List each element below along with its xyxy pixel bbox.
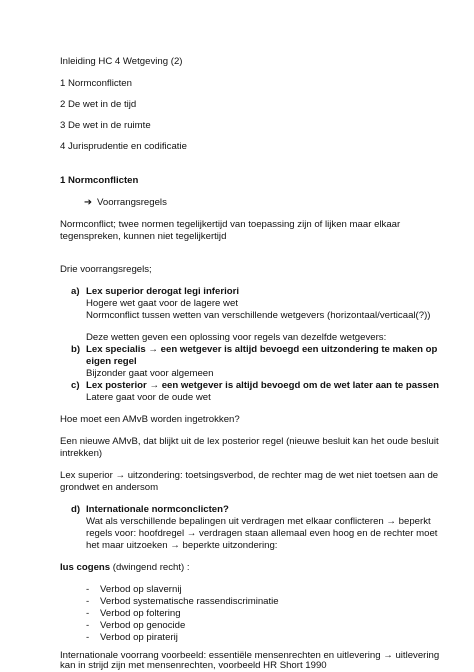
rule-d-line-2: regels voor: hoofdregel → verdragen staan allemaal even hoog en de rechter moet (86, 528, 438, 539)
paragraph-2-line-1: Lex superior → uitzondering: toetsingsverbod, de rechter mag de wet niet toetsen aan de (60, 470, 439, 481)
rule-b-title-1: Lex specialis → een wetgever is altijd bevoegd een uitzondering te maken op (86, 344, 438, 355)
arrow-icon: ➔ (84, 197, 93, 208)
document-title: Inleiding HC 4 Wetgeving (2) (60, 56, 183, 67)
list-marker-a: a) (71, 286, 80, 297)
definition-line-2: tegenspreken, kunnen niet tegelijkertijd (60, 231, 227, 242)
bullet-item: Verbod systematische rassendiscriminatie (100, 596, 279, 607)
rule-c-line-1: Latere gaat voor de oude wet (86, 392, 211, 403)
ius-cogens-line (60, 562, 190, 574)
toc-item-1: 1 Normconflicten (60, 78, 132, 89)
toc-item-3: 3 De wet in de ruimte (60, 120, 151, 131)
final-line-1: Internationale voorrang voorbeeld: essentiële mensenrechten en uitlevering → uitlevering (60, 650, 440, 661)
ius-cogens-rest: (dwingend recht) : (110, 562, 190, 573)
rule-b-title-2: eigen regel (86, 356, 137, 367)
final-line-2: kan in strijd zijn met mensenrechten, voorbeeld HR Short 1990 (60, 660, 327, 671)
arrow-item (84, 197, 167, 209)
arrow-item-label: Voorrangsregels (97, 197, 167, 208)
rule-d-line-3: het maar uitzoeken → beperkte uitzondering: (86, 540, 278, 551)
definition-line-1: Normconflict; twee normen tegelijkertijd van toepassing zijn of lijken maar elkaar (60, 219, 401, 230)
paragraph-1-line-2: intrekken) (60, 448, 103, 459)
paragraph-2-line-2: grondwet en andersom (60, 482, 159, 493)
rule-b-line-1: Bijzonder gaat voor algemeen (86, 368, 214, 379)
bullet-dash: - (86, 596, 90, 607)
bullet-item: Verbod op foltering (100, 608, 181, 619)
paragraph-1-line-1: Een nieuwe AMvB, dat blijkt uit de lex posterior regel (nieuwe besluit kan het oude besluit (60, 436, 439, 447)
toc-item-2: 2 De wet in de tijd (60, 99, 137, 110)
ius-cogens-term: Ius cogens (60, 562, 111, 573)
toc-item-4: 4 Jurisprudentie en codificatie (60, 141, 187, 152)
rule-a-title: Lex superior derogat legi inferiori (86, 286, 239, 297)
rule-d-line-1: Wat als verschillende bepalingen uit verdragen met elkaar conflicteren → beperkt (86, 516, 431, 527)
rule-d-title: Internationale normconclicten? (86, 504, 229, 515)
question-1: Hoe moet een AMvB worden ingetrokken? (60, 414, 240, 425)
bullet-item: Verbod op genocide (100, 620, 186, 631)
list-marker-c: c) (71, 380, 80, 391)
list-marker-b: b) (71, 344, 81, 355)
rules-intro: Drie voorrangsregels; (60, 264, 152, 275)
bullet-dash: - (86, 632, 90, 643)
rule-a-line-2: Normconflict tussen wetten van verschillende wetgevers (horizontaal/verticaal(?)) (86, 310, 431, 321)
bullet-item: Verbod op slavernij (100, 584, 182, 595)
rule-a-line-3: Deze wetten geven een oplossing voor regels van dezelfde wetgevers: (86, 332, 387, 343)
rule-a-line-1: Hogere wet gaat voor de lagere wet (86, 298, 238, 309)
section-heading: 1 Normconflicten (60, 175, 139, 186)
bullet-dash: - (86, 608, 90, 619)
bullet-dash: - (86, 584, 90, 595)
list-marker-d: d) (71, 504, 81, 515)
rule-c-title: Lex posterior → een wetgever is altijd bevoegd om de wet later aan te passen (86, 380, 439, 391)
bullet-dash: - (86, 620, 90, 631)
bullet-item: Verbod op piraterij (100, 632, 178, 643)
